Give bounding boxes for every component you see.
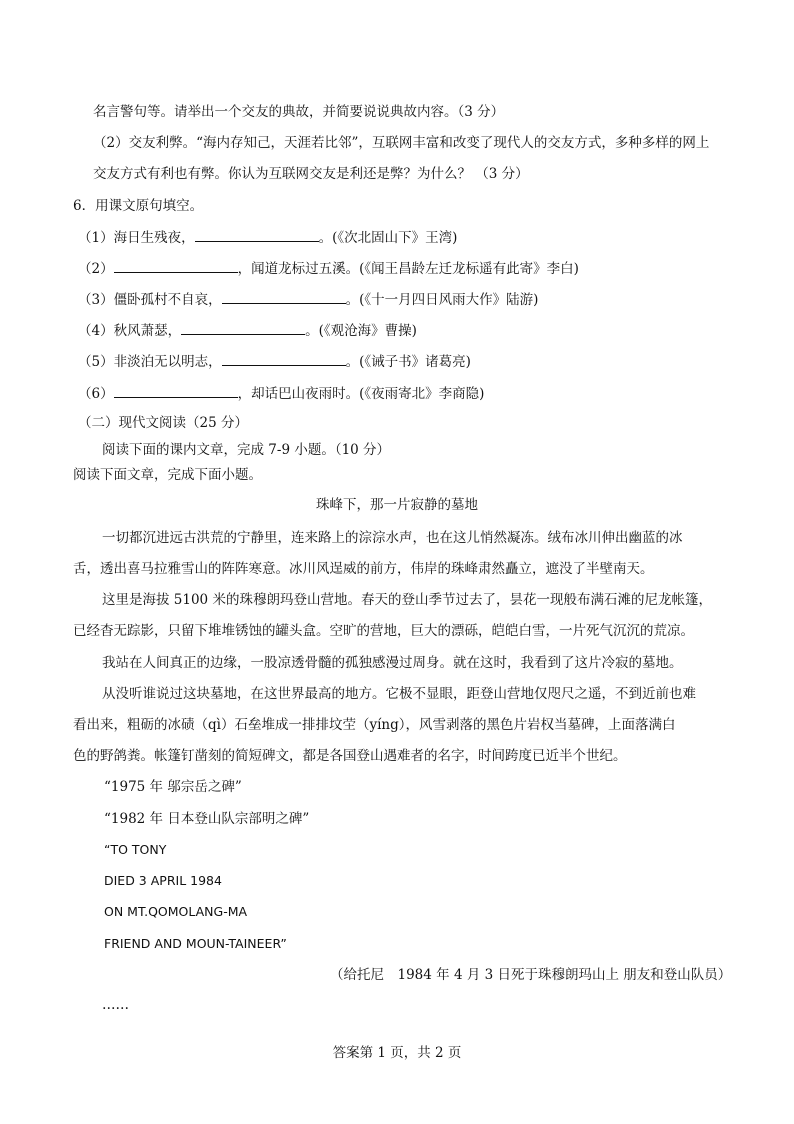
epitaph-line: “TO TONY <box>104 842 167 857</box>
item-text: （6） <box>78 386 114 402</box>
question-heading: 6．用课文原句填空。 <box>73 198 204 214</box>
item-source: ，却话巴山夜雨时。(《夜雨寄北》李商隐) <box>237 386 485 402</box>
fill-blank-item <box>78 352 471 371</box>
epitaph-line: DIED 3 APRIL 1984 <box>104 873 222 888</box>
fill-blank-item <box>78 321 417 340</box>
answer-blank[interactable] <box>181 321 305 335</box>
page-footer: 答案第 1 页，共 2 页 <box>332 1045 462 1061</box>
paragraph-line: 我站在人间真正的边缘，一股凉透骨髓的孤独感漫过周身。就在这时，我看到了这片冷寂的墓地。 <box>102 655 683 671</box>
epitaph-line: FRIEND AND MOUN-TAINEER” <box>104 936 287 951</box>
fill-blank-item <box>78 259 579 278</box>
epitaph-line: “1982 年 日本登山队宗部明之碑” <box>104 811 310 827</box>
fill-blank-item <box>78 290 538 309</box>
paragraph-line: 一切都沉进远古洪荒的宁静里，连来路上的淙淙水声，也在这儿悄然凝冻。绒布冰川伸出幽蓝的冰 <box>102 530 683 546</box>
answer-blank[interactable] <box>195 228 319 242</box>
translation-note: （给托尼 1984 年 4 月 3 日死于珠穆朗玛山上 朋友和登山队员） <box>330 967 732 983</box>
text-line: （2）交友利弊。“海内存知己，天涯若比邻”，互联网丰富和改变了现代人的交友方式，多种多样的网上 <box>93 135 710 151</box>
answer-blank[interactable] <box>114 259 238 273</box>
paragraph-line: 看出来，粗砺的冰碛（qì）石垒堆成一排排坟茔（yíng），风雪剥落的黑色片岩权当墓碑，上面落满白 <box>73 717 676 733</box>
article-title: 珠峰下，那一片寂静的墓地 <box>316 497 478 513</box>
item-text: （5）非淡泊无以明志， <box>78 354 222 370</box>
answer-blank[interactable] <box>114 384 238 398</box>
item-source: ，闻道龙标过五溪。(《闻王昌龄左迁龙标遥有此寄》李白) <box>237 261 579 277</box>
paragraph-line: 舌，透出喜马拉雅雪山的阵阵寒意。冰川风逞威的前方，伟岸的珠峰肃然矗立，遮没了半壁南天。 <box>73 561 654 577</box>
item-source: 。(《诫子书》诸葛亮) <box>345 354 471 370</box>
answer-blank[interactable] <box>222 352 346 366</box>
item-source: 。(《观沧海》曹操) <box>305 323 417 339</box>
ellipsis: …… <box>102 997 129 1013</box>
paragraph-line: 从没听谁说过这块墓地，在这世界最高的地方。它极不显眼，距登山营地仅咫尺之遥，不到近前也难 <box>102 686 696 702</box>
item-source: 。(《次北固山下》王湾) <box>318 230 458 246</box>
epitaph-line: ON MT.QOMOLANG-MA <box>104 904 248 919</box>
section-heading: （二）现代文阅读（25 分） <box>78 415 248 431</box>
fill-blank-item <box>78 228 457 247</box>
item-text: （1）海日生残夜， <box>78 230 195 246</box>
epitaph-line: “1975 年 邬宗岳之碑” <box>104 779 242 795</box>
item-text: （4）秋风萧瑟， <box>78 323 182 339</box>
paragraph-line: 这里是海拔 5100 米的珠穆朗玛登山营地。春天的登山季节过去了，昙花一现般布满石滩的尼龙帐篷， <box>102 592 712 608</box>
fill-blank-item <box>78 384 484 403</box>
instruction: 阅读下面文章，完成下面小题。 <box>73 467 262 483</box>
paragraph-line: 色的野鸽粪。帐篷钉凿刻的简短碑文，都是各国登山遇难者的名字，时间跨度已近半个世纪。 <box>73 748 627 764</box>
paragraph-line: 已经杳无踪影，只留下堆堆锈蚀的罐头盒。空旷的营地，巨大的漂砾，皑皑白雪，一片死气沉沉的荒凉。 <box>73 623 694 639</box>
text-line: 名言警句等。请举出一个交友的典故，并简要说说典故内容。（3 分） <box>93 104 505 120</box>
text-line: 交友方式有利也有弊。你认为互联网交友是利还是弊？为什么？ （3 分） <box>93 166 529 182</box>
answer-blank[interactable] <box>222 290 346 304</box>
item-text: （3）僵卧孤村不自哀， <box>78 292 222 308</box>
item-source: 。(《十一月四日风雨大作》陆游) <box>345 292 539 308</box>
instruction: 阅读下面的课内文章，完成 7-9 小题。（10 分） <box>102 442 391 458</box>
item-text: （2） <box>78 261 114 277</box>
